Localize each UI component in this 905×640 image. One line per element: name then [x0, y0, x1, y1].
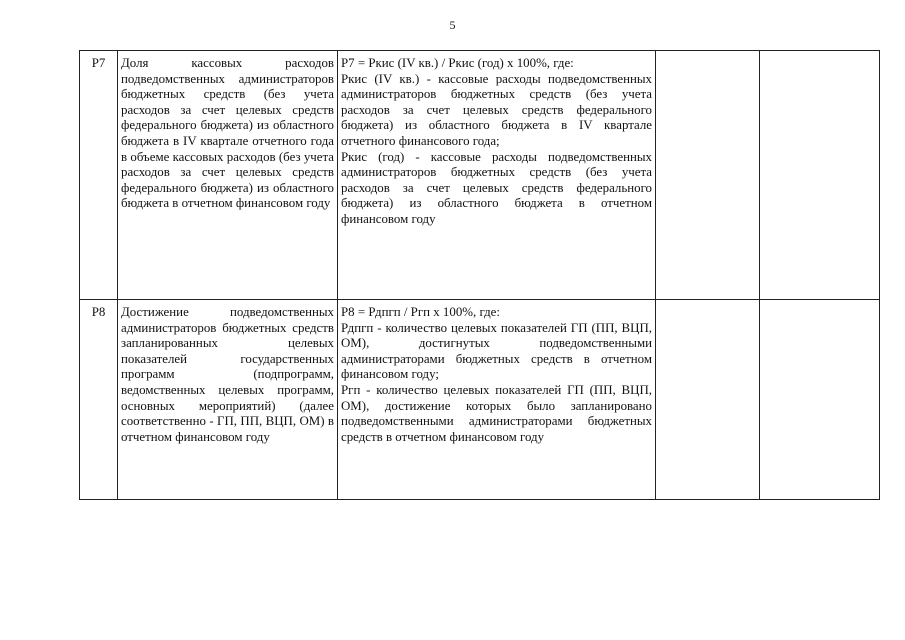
formula-line: Ркис (год) - кассовые расходы подведомственных администраторов бюджетных средств (без учета расходов за счет целевых средств федерального бюджета) из областного бюджета в отчетном финансовом году: [341, 149, 652, 226]
indicator-description: Достижение подведомственных администраторов бюджетных средств запланированных целевых показателей государственных программ (подпрограмм, ведомственных целевых программ, основных мероприятий) (далее соответственно - ГП, ПП, ВЦП, ОМ) в отчетном финансовом году: [118, 300, 338, 500]
formula-line: Рдпгп - количество целевых показателей ГП (ПП, ВЦП, ОМ), достигнутых подведомственными администраторами бюджетных средств в отчетном финансовом году;: [341, 320, 652, 382]
indicator-table: [79, 50, 880, 500]
formula-line: Р8 = Рдпгп / Ргп x 100%, где:: [341, 305, 500, 319]
formula-line: Ркис (IV кв.) - кассовые расходы подведомственных администраторов бюджетных средств (без учета расходов за счет целевых средств федерального бюджета) из областного бюджета в IV квартале отчетного финансового года;: [341, 71, 652, 148]
empty-cell: [760, 300, 880, 500]
empty-cell: [656, 300, 760, 500]
indicator-formula: [338, 300, 656, 500]
table-row: [80, 51, 880, 300]
indicator-code: Р8: [80, 300, 118, 500]
indicator-formula: [338, 51, 656, 300]
indicator-description: Доля кассовых расходов подведомственных администраторов бюджетных средств (без учета расходов за счет целевых средств федерального бюджета) из областного бюджета в IV квартале отчетного года в объеме кассовых расходов (без учета расходов за счет целевых средств федерального бюджета) из областного бюджета в отчетном финансовом году: [118, 51, 338, 300]
indicator-code: Р7: [80, 51, 118, 300]
formula-line: Р7 = Ркис (IV кв.) / Ркис (год) x 100%, где:: [341, 56, 574, 70]
empty-cell: [656, 51, 760, 300]
page-number: 5: [449, 18, 456, 32]
empty-cell: [760, 51, 880, 300]
table-row: [80, 300, 880, 500]
formula-line: Ргп - количество целевых показателей ГП (ПП, ВЦП, ОМ), достижение которых было запланировано подведомственными администраторами бюджетных средств в отчетном финансовом году: [341, 382, 652, 444]
